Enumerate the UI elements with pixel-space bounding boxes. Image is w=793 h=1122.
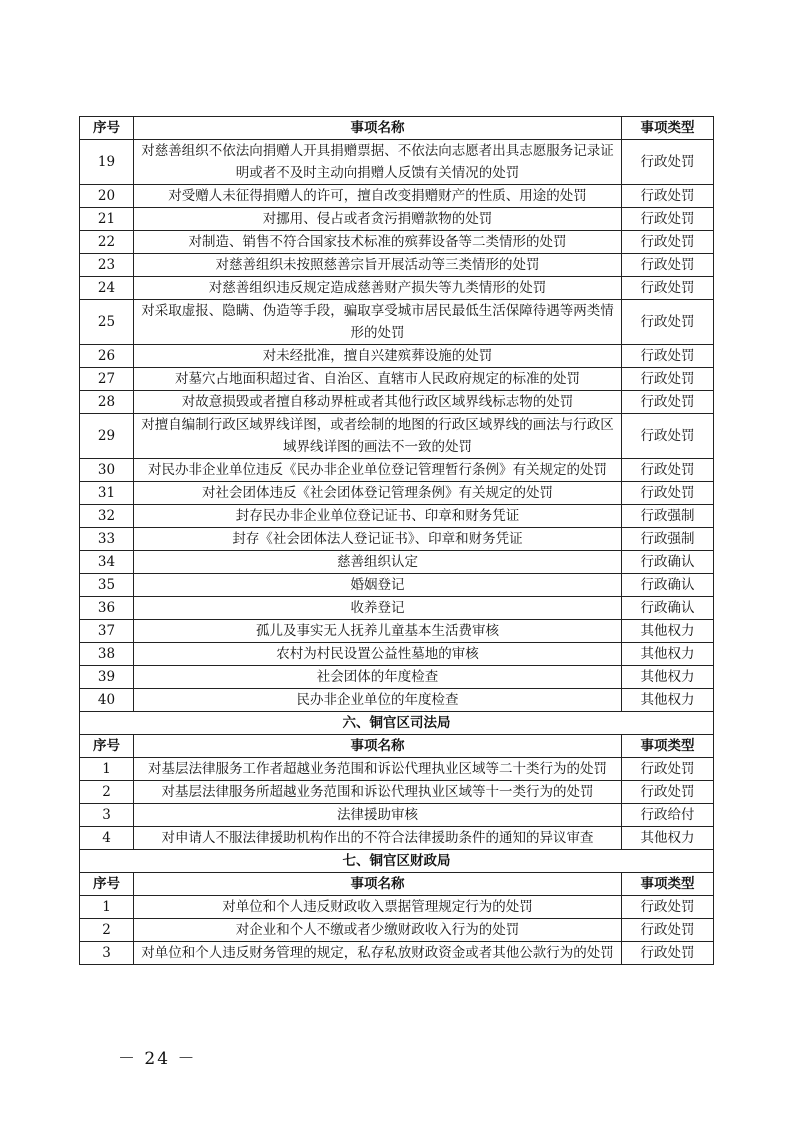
item-type: 行政处罚 xyxy=(622,345,714,368)
table-row xyxy=(80,300,714,345)
row-number: 32 xyxy=(80,505,134,528)
table-row xyxy=(80,597,714,620)
header-no: 序号 xyxy=(80,735,134,758)
section-title: 六、铜官区司法局 xyxy=(80,712,714,735)
header-type: 事项类型 xyxy=(622,735,714,758)
table-row xyxy=(80,827,714,850)
item-name: 对未经批准，擅自兴建殡葬设施的处罚 xyxy=(134,345,622,368)
header-type: 事项类型 xyxy=(622,117,714,140)
item-type: 行政给付 xyxy=(622,804,714,827)
table-row xyxy=(80,482,714,505)
header-name: 事项名称 xyxy=(134,873,622,896)
item-name: 对申请人不服法律援助机构作出的不符合法律援助条件的通知的异议审查 xyxy=(134,827,622,850)
section-title-row xyxy=(80,850,714,873)
item-name: 对受赠人未征得捐赠人的许可，擅自改变捐赠财产的性质、用途的处罚 xyxy=(134,185,622,208)
header-no: 序号 xyxy=(80,873,134,896)
table-header-row xyxy=(80,735,714,758)
item-name: 慈善组织认定 xyxy=(134,551,622,574)
row-number: 31 xyxy=(80,482,134,505)
table-row xyxy=(80,208,714,231)
item-type: 行政处罚 xyxy=(622,919,714,942)
row-number: 26 xyxy=(80,345,134,368)
row-number: 25 xyxy=(80,300,134,345)
table-row xyxy=(80,574,714,597)
item-name: 对制造、销售不符合国家技术标准的殡葬设备等二类情形的处罚 xyxy=(134,231,622,254)
item-type: 行政确认 xyxy=(622,597,714,620)
item-name: 对社会团体违反《社会团体登记管理条例》有关规定的处罚 xyxy=(134,482,622,505)
item-name: 封存《社会团体法人登记证书》、印章和财务凭证 xyxy=(134,528,622,551)
table-row xyxy=(80,666,714,689)
item-type: 行政处罚 xyxy=(622,185,714,208)
row-number: 24 xyxy=(80,277,134,300)
item-name: 孤儿及事实无人抚养儿童基本生活费审核 xyxy=(134,620,622,643)
row-number: 39 xyxy=(80,666,134,689)
table-row xyxy=(80,620,714,643)
row-number: 29 xyxy=(80,414,134,459)
header-name: 事项名称 xyxy=(134,735,622,758)
item-type: 行政确认 xyxy=(622,551,714,574)
table-row xyxy=(80,345,714,368)
table-row xyxy=(80,254,714,277)
item-name: 对采取虚报、隐瞒、伪造等手段，骗取享受城市居民最低生活保障待遇等两类情形的处罚 xyxy=(134,300,622,345)
row-number: 3 xyxy=(80,804,134,827)
table-row xyxy=(80,804,714,827)
row-number: 38 xyxy=(80,643,134,666)
table-row xyxy=(80,551,714,574)
row-number: 1 xyxy=(80,758,134,781)
item-name: 对慈善组织违反规定造成慈善财产损失等九类情形的处罚 xyxy=(134,277,622,300)
row-number: 35 xyxy=(80,574,134,597)
item-type: 行政处罚 xyxy=(622,459,714,482)
row-number: 36 xyxy=(80,597,134,620)
row-number: 27 xyxy=(80,368,134,391)
item-type: 行政处罚 xyxy=(622,300,714,345)
table-row xyxy=(80,414,714,459)
table-row xyxy=(80,758,714,781)
item-name: 对擅自编制行政区域界线详图，或者绘制的地图的行政区域界线的画法与行政区域界线详图的画法不一致的处罚 xyxy=(134,414,622,459)
row-number: 40 xyxy=(80,689,134,712)
header-no: 序号 xyxy=(80,117,134,140)
table-row xyxy=(80,689,714,712)
row-number: 23 xyxy=(80,254,134,277)
row-number: 2 xyxy=(80,919,134,942)
item-type: 其他权力 xyxy=(622,643,714,666)
item-name: 对单位和个人违反财政收入票据管理规定行为的处罚 xyxy=(134,896,622,919)
row-number: 37 xyxy=(80,620,134,643)
table-row xyxy=(80,185,714,208)
item-type: 行政处罚 xyxy=(622,231,714,254)
table-header-row xyxy=(80,117,714,140)
section-title: 七、铜官区财政局 xyxy=(80,850,714,873)
item-name: 对民办非企业单位违反《民办非企业单位登记管理暂行条例》有关规定的处罚 xyxy=(134,459,622,482)
table-header-row xyxy=(80,873,714,896)
item-type: 行政确认 xyxy=(622,574,714,597)
table-row xyxy=(80,896,714,919)
item-name: 对基层法律服务所超越业务范围和诉讼代理执业区域等十一类行为的处罚 xyxy=(134,781,622,804)
item-name: 婚姻登记 xyxy=(134,574,622,597)
row-number: 22 xyxy=(80,231,134,254)
item-type: 行政处罚 xyxy=(622,414,714,459)
item-type: 行政处罚 xyxy=(622,254,714,277)
row-number: 28 xyxy=(80,391,134,414)
item-name: 对基层法律服务工作者超越业务范围和诉讼代理执业区域等二十类行为的处罚 xyxy=(134,758,622,781)
row-number: 21 xyxy=(80,208,134,231)
item-type: 行政处罚 xyxy=(622,942,714,965)
item-type: 其他权力 xyxy=(622,827,714,850)
item-type: 其他权力 xyxy=(622,666,714,689)
item-name: 收养登记 xyxy=(134,597,622,620)
item-type: 行政处罚 xyxy=(622,896,714,919)
table-row xyxy=(80,231,714,254)
item-name: 农村为村民设置公益性墓地的审核 xyxy=(134,643,622,666)
item-type: 行政处罚 xyxy=(622,482,714,505)
table-row xyxy=(80,391,714,414)
row-number: 34 xyxy=(80,551,134,574)
table-row xyxy=(80,781,714,804)
item-name: 对墓穴占地面积超过省、自治区、直辖市人民政府规定的标准的处罚 xyxy=(134,368,622,391)
item-name: 对企业和个人不缴或者少缴财政收入行为的处罚 xyxy=(134,919,622,942)
item-type: 行政处罚 xyxy=(622,368,714,391)
document-table xyxy=(79,116,714,965)
table-row xyxy=(80,942,714,965)
item-name: 社会团体的年度检查 xyxy=(134,666,622,689)
item-type: 行政处罚 xyxy=(622,208,714,231)
page-number: － 24 － xyxy=(118,1049,197,1069)
section-title-row xyxy=(80,712,714,735)
item-name: 封存民办非企业单位登记证书、印章和财务凭证 xyxy=(134,505,622,528)
item-type: 行政处罚 xyxy=(622,140,714,185)
table-row xyxy=(80,505,714,528)
row-number: 33 xyxy=(80,528,134,551)
row-number: 20 xyxy=(80,185,134,208)
item-type: 行政处罚 xyxy=(622,277,714,300)
item-type: 行政强制 xyxy=(622,505,714,528)
item-name: 对慈善组织不依法向捐赠人开具捐赠票据、不依法向志愿者出具志愿服务记录证明或者不及时主动向捐赠人反馈有关情况的处罚 xyxy=(134,140,622,185)
table-row xyxy=(80,919,714,942)
item-name: 对慈善组织未按照慈善宗旨开展活动等三类情形的处罚 xyxy=(134,254,622,277)
row-number: 19 xyxy=(80,140,134,185)
header-type: 事项类型 xyxy=(622,873,714,896)
table-row xyxy=(80,277,714,300)
item-name: 对挪用、侵占或者贪污捐赠款物的处罚 xyxy=(134,208,622,231)
item-type: 行政处罚 xyxy=(622,391,714,414)
item-name: 法律援助审核 xyxy=(134,804,622,827)
table-row xyxy=(80,140,714,185)
item-name: 对故意损毁或者擅自移动界桩或者其他行政区域界线标志物的处罚 xyxy=(134,391,622,414)
row-number: 30 xyxy=(80,459,134,482)
item-type: 行政处罚 xyxy=(622,781,714,804)
table-row xyxy=(80,459,714,482)
item-type: 行政处罚 xyxy=(622,758,714,781)
header-name: 事项名称 xyxy=(134,117,622,140)
row-number: 1 xyxy=(80,896,134,919)
table-row xyxy=(80,528,714,551)
row-number: 2 xyxy=(80,781,134,804)
row-number: 3 xyxy=(80,942,134,965)
item-type: 行政强制 xyxy=(622,528,714,551)
item-name: 对单位和个人违反财务管理的规定，私存私放财政资金或者其他公款行为的处罚 xyxy=(134,942,622,965)
table-row xyxy=(80,368,714,391)
item-name: 民办非企业单位的年度检查 xyxy=(134,689,622,712)
item-type: 其他权力 xyxy=(622,689,714,712)
item-type: 其他权力 xyxy=(622,620,714,643)
row-number: 4 xyxy=(80,827,134,850)
table-row xyxy=(80,643,714,666)
